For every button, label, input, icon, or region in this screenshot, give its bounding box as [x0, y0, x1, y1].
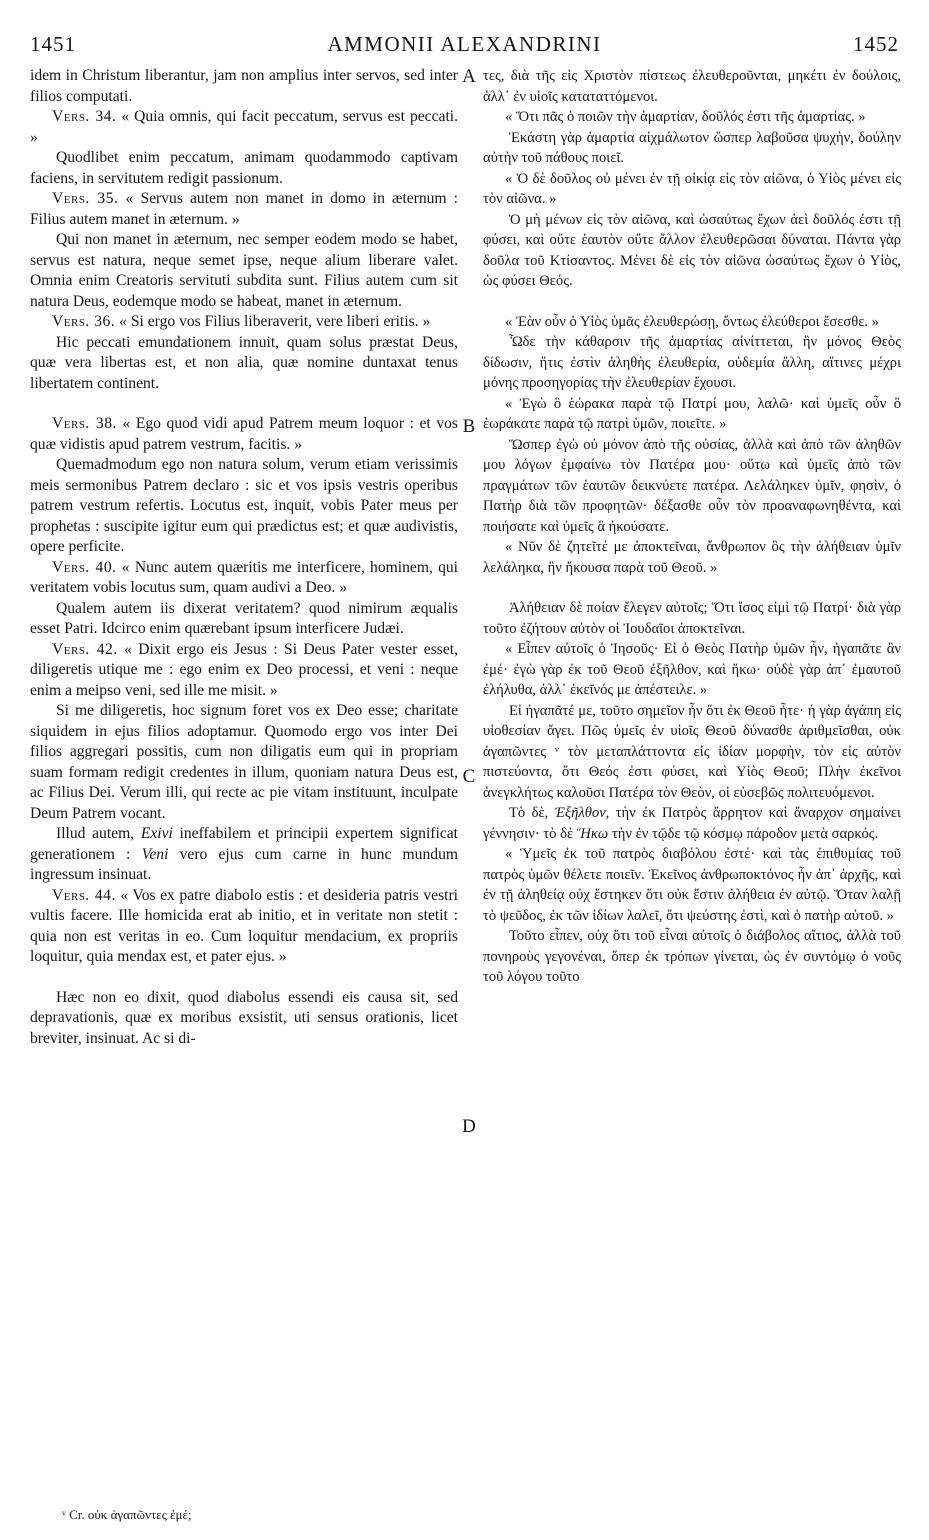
greek-verse: « Ἐὰν οὖν ὁ Υἱὸς ὑμᾶς ἐλευθερώσῃ, ὄντως ἐλεύθεροι ἔσεσθε. »	[505, 313, 879, 330]
italic-term: Ἥκω	[576, 825, 609, 842]
latin-verse-42	[30, 640, 458, 702]
running-title: AMMONII ALEXANDRINI	[327, 32, 602, 56]
latin-paragraph: Illud autem, Exivi ineffabilem et principii expertem significat generationem : Veni vero ejus cum carne in hunc mundum ingressum insinuat.	[30, 825, 458, 883]
page-number-right: 1452	[853, 32, 899, 56]
verse-text: « Servus autem non manet in domo in æternum : Filius autem manet in æternum. »	[30, 190, 458, 228]
margin-letter-c: C	[462, 766, 476, 787]
greek-paragraph: τες, διὰ τῆς εἰς Χριστὸν πίστεως ἐλευθεροῦνται, μηκέτι ἐν δούλοις, ἀλλ᾽ ἐν υἱοῖς καταταττόμενοι.	[483, 68, 901, 105]
verse-label: Vers. 35.	[52, 190, 119, 207]
verse-text: « Nunc autem quæritis me interficere, hominem, qui veritatem vobis locutus sum, quam audivi a Deo. »	[30, 558, 458, 596]
latin-verse-44	[30, 886, 458, 968]
verse-text: « Vos ex patre diabolo estis : et desideria patris vestri vultis facere. Ille homicida erat ab initio, et in veritate non stetit : quia non est veritas in eo. Cum loquitur mendacium, ex propriis loquitur, quia mendax est, et pater ejus. »	[30, 886, 458, 965]
latin-paragraph: Hic peccati emundationem innuit, quam solus præstat Deus, quæ vera libertas est, et non alia, quæ nomine duntaxat tenus libertatem continent.	[30, 333, 458, 392]
greek-verse: « Ἐγὼ ὃ ἑώρακα παρὰ τῷ Πατρί μου, λαλῶ· καὶ ὑμεῖς οὖν ὃ ἑωράκατε παρὰ τῷ πατρὶ ὑμῶν, ποιεῖτε. »	[483, 395, 901, 432]
italic-term: Veni	[141, 845, 169, 863]
margin-letter-b: B	[462, 416, 476, 437]
margin-letter-d: D	[462, 1116, 476, 1137]
greek-verse: « Νῦν δὲ ζητεῖτέ με ἀποκτεῖναι, ἄνθρωπον ὃς τὴν ἀλήθειαν ὑμῖν λελάληκα, ἣν ἤκουσα παρὰ τοῦ Θεοῦ. »	[483, 539, 901, 576]
verse-text: « Quia omnis, qui facit peccatum, servus est peccati. »	[30, 108, 458, 146]
verse-label: Vers. 44.	[52, 886, 116, 904]
latin-paragraph: idem in Christum liberantur, jam non amplius inter servos, sed inter filios computati.	[30, 67, 458, 105]
verse-text: « Si ergo vos Filius liberaverit, vere liberi eritis. »	[119, 313, 431, 330]
verse-text: « Ego quod vidi apud Patrem meum loquor : et vos quæ vidistis apud patrem vestrum, facitis. »	[30, 415, 458, 453]
latin-paragraph: Si me diligeretis, hoc signum foret vos ex Deo esse; charitate siquidem in ejus filios adoptamur. Quomodo ergo vos inter Dei filios aggregari possitis, cum non diligatis eum qui in propriam suam formam redigit credentes in illum, quoniam natura Deus est, ac Filius Dei. Verum illi, qui recte ac pie vitam instituunt, inculpate Deum Patrem vocant.	[30, 702, 458, 822]
margin-letter-a: A	[462, 66, 476, 87]
greek-paragraph: Ἀλήθειαν δὲ ποίαν ἔλεγεν αὐτοῖς; Ὅτι ἴσος εἰμὶ τῷ Πατρί· διὰ γὰρ τοῦτο ἐζήτουν αὐτὸν οἱ Ἰουδαῖοι ἀποκτεῖναι.	[483, 600, 901, 637]
greek-paragraph: Τὸ δὲ, Ἐξῆλθον, τὴν ἐκ Πατρὸς ἄρρητον καὶ ἄναρχον σημαίνει γέννησιν· τὸ δὲ Ἥκω τὴν ἐν τῷδε τῷ κόσμῳ πάροδον μετὰ σαρκός.	[483, 805, 901, 842]
latin-paragraph: Qui non manet in æternum, nec semper eodem modo se habet, servus est natura, neque semet ipse, neque alium liberare valet. Omnia enim Creatoris servituti subdita sunt. Filius autem cum sit natura Deus, eodemque modo se habeat, manet in æternum.	[30, 231, 458, 310]
page-number-left: 1451	[30, 32, 76, 56]
verse-text: « Dixit ergo eis Jesus : Si Deus Pater vester esset, diligeretis utique me : ego enim ex Deo processi, et veni : neque enim a meipso veni, sed ille me misit. »	[30, 640, 458, 699]
latin-paragraph: Quemadmodum ego non natura solum, verum etiam verissimis meis sermonibus Patrem declaro : sic et vos ipsis vestris operibus patrem vestrum refertis. Locutus est, inquit, vobis Pater meus per prophetas : suscipite igitur eum qui prædictus est; et quæ audivistis, opere perficite.	[30, 456, 458, 555]
greek-column	[483, 66, 901, 988]
greek-verse: « Ὁ δὲ δοῦλος οὐ μένει ἐν τῇ οἰκίᾳ εἰς τὸν αἰῶνα, ὁ Υἱὸς μένει εἰς τὸν αἰῶνα. »	[483, 170, 901, 207]
greek-paragraph: Ἑκάστη γὰρ ἁμαρτία αἰχμάλωτον ὥσπερ λαβοῦσα ψυχὴν, δούλην αὐτὴν τοῦ πάθους ποιεῖ.	[483, 129, 901, 166]
footnote: ᵛ Cr. οὐκ ἀγαπῶντες ἐμέ;	[62, 1507, 192, 1522]
greek-paragraph: Ὧδε τὴν κάθαρσιν τῆς ἁμαρτίας αἰνίττεται, ἣν μόνος Θεὸς δίδωσιν, ἥτις ἐστὶν ἀληθὴς ἐλευθερία, οὐδεμία ἄλλη, αἵτινες μέχρι μόνης προσηγορίας τὴν ἐλευθερίαν ἔχουσι.	[483, 334, 901, 391]
latin-column	[30, 66, 458, 1049]
latin-verse-40	[30, 558, 458, 599]
verse-label: Vers. 36.	[52, 313, 116, 330]
latin-verse-36	[30, 312, 458, 333]
latin-paragraph: Quodlibet enim peccatum, animam quodammodo captivam faciens, in servitutem redigit passionum.	[30, 149, 458, 187]
greek-paragraph: Ὥσπερ ἐγὼ οὐ μόνον ἀπὸ τῆς οὐσίας, ἀλλὰ καὶ ἀπὸ τῶν ἀληθῶν μου λόγων ἐμφαίνω τὸν Πατέρα μου· οὕτω καὶ ὑμεῖς ἀπὸ τῶν πραγμάτων τῶν ἑαυτῶν δεικνύετε πατέρα. Λελάληκεν ὑμῖν, φησὶν, ὁ Πατὴρ διὰ τῶν προφητῶν· δέξασθε οὖν τὸν προαναφωνηθέντα, καὶ ποιήσατε καὶ ὑμεῖς ἃ ἠκούσατε.	[483, 436, 901, 535]
latin-verse-34	[30, 107, 458, 148]
italic-term: Exivi	[140, 825, 173, 842]
verse-label: Vers. 40.	[52, 558, 117, 576]
latin-verse-38	[30, 414, 458, 455]
greek-paragraph: Εἰ ἠγαπᾶτέ με, τοῦτο σημεῖον ἦν ὅτι ἐκ Θεοῦ ἦτε· ἡ γὰρ ἀγάπη εἰς υἱοθεσίαν ἄγει. Πῶς ὑμεῖς ἐν υἱοῖς Θεοῦ δύνασθε ἀριθμεῖσθαι, οὐκ ἀγαπῶντες ᵛ τὸν μεταπλάττοντα εἰς ἰδίαν μορφὴν, τὸν εἰς αὐτὸν πιστεύοντα, ὅτι Θεός ἐστι φύσει, καὶ Υἱὸς Θεοῦ; Πλὴν ἐκεῖνοι ἀνεγκλήτως καλοῦσι Πατέρα τὸν Θεὸν, οἱ εὐσεβῶς πολιτευόμενοι.	[483, 702, 901, 801]
greek-verse: « Εἶπεν αὐτοῖς ὁ Ἰησοῦς· Εἰ ὁ Θεὸς Πατὴρ ὑμῶν ἦν, ἠγαπᾶτε ἂν ἐμέ· ἐγὼ γὰρ ἐκ τοῦ Θεοῦ ἐξῆλθον, καὶ ἥκω· οὐδὲ γὰρ ἀπ᾽ ἐμαυτοῦ ἐλήλυθα, ἀλλ᾽ ἐκεῖνός με ἀπέστειλε. »	[483, 641, 901, 698]
page-header	[30, 32, 899, 60]
italic-term: Ἐξῆλθον	[554, 805, 606, 821]
greek-verse: « Ὅτι πᾶς ὁ ποιῶν τὴν ἁμαρτίαν, δοῦλός ἐστι τῆς ἁμαρτίας. »	[505, 109, 866, 125]
latin-paragraph: Hæc non eo dixit, quod diabolus essendi eis causa sit, sed depravationis, quæ ex moribus exsistit, uti sensus orationis, licet breviter, insinuat. Ac si di-	[30, 988, 458, 1047]
latin-verse-35	[30, 189, 458, 230]
verse-label: Vers. 34.	[52, 108, 117, 125]
latin-paragraph: Qualem autem iis dixerat veritatem? quod nimirum æqualis esset Patri. Idcirco enim quærebant ipsum interficere Judæi.	[30, 599, 458, 637]
greek-paragraph: Τοῦτο εἶπεν, οὐχ ὅτι τοῦ εἶναι αὐτοῖς ὁ διάβολος αἴτιος, ἀλλὰ τοῦ πονηροὺς γεγονέναι, ὅπερ ἐκ τρόπων γίνεται, ὡς ἐν συντόμῳ ὁ νοῦς τοῦ λόγου τοῦτο	[483, 928, 901, 985]
greek-verse: « Ὑμεῖς ἐκ τοῦ πατρὸς διαβόλου ἐστέ· καὶ τὰς ἐπιθυμίας τοῦ πατρὸς ὑμῶν θέλετε ποιεῖν. Ἐκεῖνος ἀνθρωποκτόνος ἦν ἀπ᾽ ἀρχῆς, καὶ ἐν τῇ ἀληθείᾳ οὐχ ἕστηκεν ὅτι οὐκ ἔστιν ἀλήθεια ἐν αὐτῷ. Ὅταν λαλῇ τὸ ψεῦδος, ἐκ τῶν ἰδίων λαλεῖ, ὅτι ψεύστης ἐστὶ, καὶ ὁ πατὴρ αὐτοῦ. »	[483, 846, 901, 924]
greek-paragraph: Ὁ μὴ μένων εἰς τὸν αἰῶνα, καὶ ὡσαύτως ἔχων ἀεὶ δοῦλός ἐστι τῇ φύσει, καὶ οὔτε ἑαυτὸν οὔτε ἄλλον ἐλευθερῶσαι δύναται. Πάντα γὰρ δοῦλα τοῦ Κτίσαντος. Μένει δὲ εἰς τὸν αἰῶνα ὡσαύτως ἔχων ὁ Υἱὸς, ὡς φύσει Θεός.	[483, 211, 901, 289]
verse-label: Vers. 38.	[52, 415, 117, 432]
verse-label: Vers. 42.	[52, 640, 118, 658]
